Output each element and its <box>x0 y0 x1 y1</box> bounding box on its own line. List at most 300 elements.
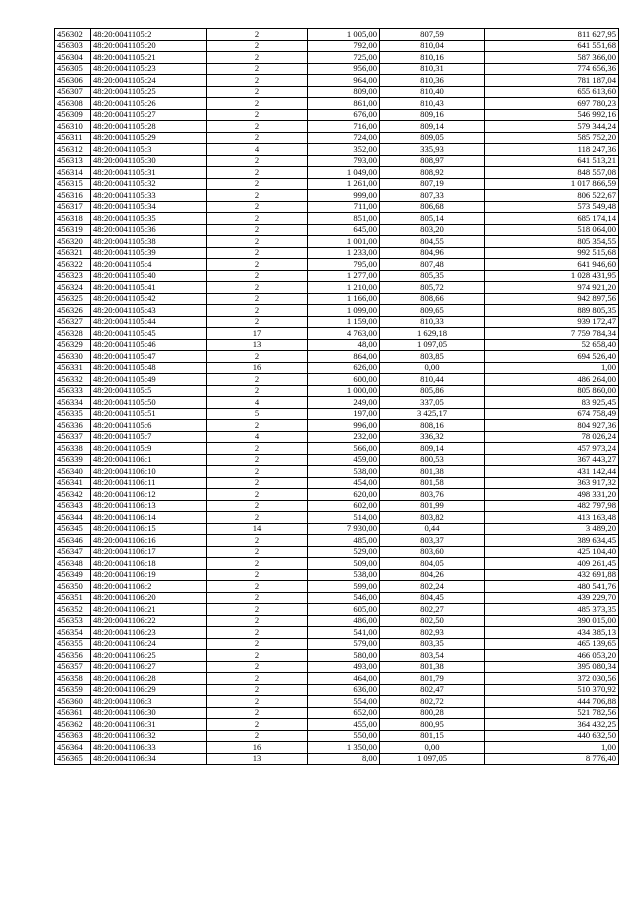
record-number-cell: 456315 <box>55 178 91 190</box>
unit-value-cell: 801,15 <box>380 730 485 742</box>
area-cell: 676,00 <box>308 109 380 121</box>
cadastral-number-cell: 48:20:0041106:32 <box>91 730 207 742</box>
area-cell: 493,00 <box>308 661 380 673</box>
category-code-cell: 2 <box>207 351 308 363</box>
category-code-cell: 2 <box>207 98 308 110</box>
table-row <box>55 144 619 156</box>
area-cell: 711,00 <box>308 201 380 213</box>
area-cell: 795,00 <box>308 259 380 271</box>
unit-value-cell: 803,60 <box>380 546 485 558</box>
cadastral-value-cell: 52 658,40 <box>485 339 619 351</box>
table-row <box>55 132 619 144</box>
record-number-cell: 456350 <box>55 581 91 593</box>
unit-value-cell: 809,65 <box>380 305 485 317</box>
category-code-cell: 2 <box>207 132 308 144</box>
area-cell: 459,00 <box>308 454 380 466</box>
area-cell: 1 000,00 <box>308 385 380 397</box>
cadastral-number-cell: 48:20:0041105:24 <box>91 75 207 87</box>
record-number-cell: 456313 <box>55 155 91 167</box>
unit-value-cell: 804,96 <box>380 247 485 259</box>
category-code-cell: 2 <box>207 558 308 570</box>
cadastral-value-cell: 655 613,60 <box>485 86 619 98</box>
table-row <box>55 224 619 236</box>
area-cell: 8,00 <box>308 753 380 765</box>
record-number-cell: 456331 <box>55 362 91 374</box>
category-code-cell: 13 <box>207 339 308 351</box>
table-row <box>55 201 619 213</box>
cadastral-value-cell: 587 366,00 <box>485 52 619 64</box>
area-cell: 1 233,00 <box>308 247 380 259</box>
table-row <box>55 512 619 524</box>
category-code-cell: 2 <box>207 29 308 41</box>
table-row <box>55 270 619 282</box>
cadastral-number-cell: 48:20:0041105:38 <box>91 236 207 248</box>
category-code-cell: 2 <box>207 638 308 650</box>
area-cell: 605,00 <box>308 604 380 616</box>
table-row <box>55 730 619 742</box>
record-number-cell: 456303 <box>55 40 91 52</box>
record-number-cell: 456326 <box>55 305 91 317</box>
record-number-cell: 456361 <box>55 707 91 719</box>
table-row <box>55 362 619 374</box>
record-number-cell: 456342 <box>55 489 91 501</box>
table-row <box>55 29 619 41</box>
area-cell: 48,00 <box>308 339 380 351</box>
cadastral-value-cell: 482 797,98 <box>485 500 619 512</box>
area-cell: 652,00 <box>308 707 380 719</box>
unit-value-cell: 0,00 <box>380 362 485 374</box>
cadastral-value-cell: 434 385,13 <box>485 627 619 639</box>
record-number-cell: 456330 <box>55 351 91 363</box>
area-cell: 580,00 <box>308 650 380 662</box>
cadastral-value-cell: 425 104,40 <box>485 546 619 558</box>
category-code-cell: 2 <box>207 270 308 282</box>
record-number-cell: 456349 <box>55 569 91 581</box>
cadastral-value-cell: 641 551,68 <box>485 40 619 52</box>
cadastral-value-cell: 7 759 784,34 <box>485 328 619 340</box>
unit-value-cell: 805,35 <box>380 270 485 282</box>
unit-value-cell: 804,05 <box>380 558 485 570</box>
category-code-cell: 2 <box>207 385 308 397</box>
cadastral-number-cell: 48:20:0041105:4 <box>91 259 207 271</box>
table-row <box>55 707 619 719</box>
cadastral-number-cell: 48:20:0041106:15 <box>91 523 207 535</box>
table-row <box>55 236 619 248</box>
record-number-cell: 456363 <box>55 730 91 742</box>
unit-value-cell: 808,92 <box>380 167 485 179</box>
category-code-cell: 2 <box>207 489 308 501</box>
table-row <box>55 52 619 64</box>
unit-value-cell: 0,44 <box>380 523 485 535</box>
cadastral-number-cell: 48:20:0041106:27 <box>91 661 207 673</box>
table-row <box>55 40 619 52</box>
record-number-cell: 456305 <box>55 63 91 75</box>
cadastral-number-cell: 48:20:0041105:44 <box>91 316 207 328</box>
cadastral-number-cell: 48:20:0041105:51 <box>91 408 207 420</box>
cadastral-number-cell: 48:20:0041106:33 <box>91 742 207 754</box>
category-code-cell: 13 <box>207 753 308 765</box>
record-number-cell: 456307 <box>55 86 91 98</box>
record-number-cell: 456324 <box>55 282 91 294</box>
unit-value-cell: 802,50 <box>380 615 485 627</box>
unit-value-cell: 810,40 <box>380 86 485 98</box>
cadastral-number-cell: 48:20:0041106:23 <box>91 627 207 639</box>
area-cell: 864,00 <box>308 351 380 363</box>
cadastral-value-cell: 466 053,20 <box>485 650 619 662</box>
table-row <box>55 351 619 363</box>
record-number-cell: 456336 <box>55 420 91 432</box>
unit-value-cell: 803,37 <box>380 535 485 547</box>
cadastral-value-cell: 486 264,00 <box>485 374 619 386</box>
category-code-cell: 2 <box>207 374 308 386</box>
cadastral-value-cell: 465 139,65 <box>485 638 619 650</box>
unit-value-cell: 810,16 <box>380 52 485 64</box>
cadastral-value-cell: 811 627,95 <box>485 29 619 41</box>
cadastral-number-cell: 48:20:0041105:40 <box>91 270 207 282</box>
cadastral-value-cell: 389 634,45 <box>485 535 619 547</box>
table-row <box>55 121 619 133</box>
table-row <box>55 109 619 121</box>
cadastral-number-cell: 48:20:0041105:41 <box>91 282 207 294</box>
cadastral-number-cell: 48:20:0041106:11 <box>91 477 207 489</box>
category-code-cell: 2 <box>207 40 308 52</box>
category-code-cell: 2 <box>207 581 308 593</box>
category-code-cell: 4 <box>207 144 308 156</box>
cadastral-value-table <box>54 28 619 765</box>
cadastral-value-cell: 480 541,76 <box>485 581 619 593</box>
category-code-cell: 2 <box>207 247 308 259</box>
category-code-cell: 2 <box>207 420 308 432</box>
cadastral-value-cell: 367 443,27 <box>485 454 619 466</box>
record-number-cell: 456329 <box>55 339 91 351</box>
unit-value-cell: 0,00 <box>380 742 485 754</box>
unit-value-cell: 808,66 <box>380 293 485 305</box>
record-number-cell: 456360 <box>55 696 91 708</box>
record-number-cell: 456310 <box>55 121 91 133</box>
table-row <box>55 63 619 75</box>
unit-value-cell: 800,95 <box>380 719 485 731</box>
table-row <box>55 155 619 167</box>
cadastral-value-cell: 579 344,24 <box>485 121 619 133</box>
cadastral-number-cell: 48:20:0041105:9 <box>91 443 207 455</box>
table-row <box>55 477 619 489</box>
record-number-cell: 456346 <box>55 535 91 547</box>
cadastral-value-cell: 641 513,21 <box>485 155 619 167</box>
table-row <box>55 615 619 627</box>
cadastral-value-cell: 694 526,40 <box>485 351 619 363</box>
table-row <box>55 753 619 765</box>
cadastral-number-cell: 48:20:0041105:21 <box>91 52 207 64</box>
cadastral-value-cell: 83 925,45 <box>485 397 619 409</box>
table-row <box>55 581 619 593</box>
area-cell: 1 159,00 <box>308 316 380 328</box>
table-row <box>55 420 619 432</box>
cadastral-number-cell: 48:20:0041105:27 <box>91 109 207 121</box>
record-number-cell: 456352 <box>55 604 91 616</box>
unit-value-cell: 803,54 <box>380 650 485 662</box>
category-code-cell: 2 <box>207 650 308 662</box>
category-code-cell: 2 <box>207 592 308 604</box>
cadastral-value-cell: 78 026,24 <box>485 431 619 443</box>
category-code-cell: 2 <box>207 707 308 719</box>
cadastral-number-cell: 48:20:0041106:12 <box>91 489 207 501</box>
category-code-cell: 2 <box>207 569 308 581</box>
table-row <box>55 213 619 225</box>
cadastral-value-cell: 498 331,20 <box>485 489 619 501</box>
area-cell: 1 210,00 <box>308 282 380 294</box>
area-cell: 486,00 <box>308 615 380 627</box>
unit-value-cell: 805,14 <box>380 213 485 225</box>
cadastral-value-cell: 363 917,32 <box>485 477 619 489</box>
cadastral-number-cell: 48:20:0041106:18 <box>91 558 207 570</box>
table-row <box>55 569 619 581</box>
area-cell: 645,00 <box>308 224 380 236</box>
record-number-cell: 456339 <box>55 454 91 466</box>
unit-value-cell: 802,93 <box>380 627 485 639</box>
area-cell: 1 049,00 <box>308 167 380 179</box>
unit-value-cell: 809,14 <box>380 443 485 455</box>
area-cell: 514,00 <box>308 512 380 524</box>
cadastral-number-cell: 48:20:0041105:43 <box>91 305 207 317</box>
area-cell: 999,00 <box>308 190 380 202</box>
area-cell: 455,00 <box>308 719 380 731</box>
category-code-cell: 2 <box>207 730 308 742</box>
record-number-cell: 456325 <box>55 293 91 305</box>
category-code-cell: 2 <box>207 719 308 731</box>
cadastral-number-cell: 48:20:0041105:31 <box>91 167 207 179</box>
cadastral-number-cell: 48:20:0041105:46 <box>91 339 207 351</box>
area-cell: 1 005,00 <box>308 29 380 41</box>
cadastral-number-cell: 48:20:0041105:42 <box>91 293 207 305</box>
cadastral-value-cell: 439 229,70 <box>485 592 619 604</box>
category-code-cell: 2 <box>207 178 308 190</box>
category-code-cell: 2 <box>207 615 308 627</box>
cadastral-number-cell: 48:20:0041105:48 <box>91 362 207 374</box>
table-row <box>55 167 619 179</box>
table-row <box>55 75 619 87</box>
unit-value-cell: 806,68 <box>380 201 485 213</box>
cadastral-number-cell: 48:20:0041106:2 <box>91 581 207 593</box>
category-code-cell: 2 <box>207 259 308 271</box>
cadastral-value-cell: 440 632,50 <box>485 730 619 742</box>
area-cell: 550,00 <box>308 730 380 742</box>
table-row <box>55 466 619 478</box>
area-cell: 620,00 <box>308 489 380 501</box>
unit-value-cell: 809,14 <box>380 121 485 133</box>
area-cell: 1 001,00 <box>308 236 380 248</box>
area-cell: 626,00 <box>308 362 380 374</box>
cadastral-value-cell: 805 860,00 <box>485 385 619 397</box>
area-cell: 538,00 <box>308 569 380 581</box>
area-cell: 546,00 <box>308 592 380 604</box>
table-row <box>55 190 619 202</box>
cadastral-value-cell: 942 897,56 <box>485 293 619 305</box>
area-cell: 809,00 <box>308 86 380 98</box>
unit-value-cell: 810,36 <box>380 75 485 87</box>
category-code-cell: 2 <box>207 305 308 317</box>
unit-value-cell: 809,05 <box>380 132 485 144</box>
table-row <box>55 535 619 547</box>
table-row <box>55 98 619 110</box>
record-number-cell: 456345 <box>55 523 91 535</box>
table-row <box>55 247 619 259</box>
cadastral-number-cell: 48:20:0041105:25 <box>91 86 207 98</box>
cadastral-number-cell: 48:20:0041106:30 <box>91 707 207 719</box>
record-number-cell: 456347 <box>55 546 91 558</box>
cadastral-number-cell: 48:20:0041105:20 <box>91 40 207 52</box>
table-body <box>55 29 619 765</box>
table-row <box>55 374 619 386</box>
cadastral-number-cell: 48:20:0041105:6 <box>91 420 207 432</box>
area-cell: 509,00 <box>308 558 380 570</box>
area-cell: 716,00 <box>308 121 380 133</box>
area-cell: 232,00 <box>308 431 380 443</box>
cadastral-number-cell: 48:20:0041106:28 <box>91 673 207 685</box>
cadastral-value-cell: 372 030,56 <box>485 673 619 685</box>
cadastral-value-cell: 641 946,60 <box>485 259 619 271</box>
unit-value-cell: 803,82 <box>380 512 485 524</box>
category-code-cell: 2 <box>207 75 308 87</box>
cadastral-value-cell: 432 691,88 <box>485 569 619 581</box>
table-row <box>55 259 619 271</box>
record-number-cell: 456365 <box>55 753 91 765</box>
area-cell: 861,00 <box>308 98 380 110</box>
cadastral-number-cell: 48:20:0041106:19 <box>91 569 207 581</box>
table-row <box>55 696 619 708</box>
unit-value-cell: 801,38 <box>380 661 485 673</box>
record-number-cell: 456356 <box>55 650 91 662</box>
table-row <box>55 523 619 535</box>
area-cell: 1 277,00 <box>308 270 380 282</box>
cadastral-value-cell: 485 373,35 <box>485 604 619 616</box>
unit-value-cell: 808,97 <box>380 155 485 167</box>
category-code-cell: 2 <box>207 213 308 225</box>
unit-value-cell: 810,31 <box>380 63 485 75</box>
unit-value-cell: 802,72 <box>380 696 485 708</box>
unit-value-cell: 337,05 <box>380 397 485 409</box>
cadastral-value-cell: 804 927,36 <box>485 420 619 432</box>
cadastral-number-cell: 48:20:0041106:20 <box>91 592 207 604</box>
cadastral-number-cell: 48:20:0041105:28 <box>91 121 207 133</box>
record-number-cell: 456359 <box>55 684 91 696</box>
record-number-cell: 456337 <box>55 431 91 443</box>
cadastral-value-cell: 781 187,04 <box>485 75 619 87</box>
category-code-cell: 2 <box>207 63 308 75</box>
cadastral-value-cell: 573 549,48 <box>485 201 619 213</box>
cadastral-value-cell: 697 780,23 <box>485 98 619 110</box>
table-row <box>55 742 619 754</box>
table-row <box>55 385 619 397</box>
category-code-cell: 14 <box>207 523 308 535</box>
area-cell: 197,00 <box>308 408 380 420</box>
unit-value-cell: 804,45 <box>380 592 485 604</box>
cadastral-value-cell: 118 247,36 <box>485 144 619 156</box>
cadastral-value-cell: 510 370,92 <box>485 684 619 696</box>
unit-value-cell: 808,16 <box>380 420 485 432</box>
record-number-cell: 456308 <box>55 98 91 110</box>
area-cell: 956,00 <box>308 63 380 75</box>
category-code-cell: 2 <box>207 201 308 213</box>
area-cell: 579,00 <box>308 638 380 650</box>
unit-value-cell: 802,24 <box>380 581 485 593</box>
cadastral-value-cell: 774 656,36 <box>485 63 619 75</box>
record-number-cell: 456332 <box>55 374 91 386</box>
cadastral-value-cell: 444 706,88 <box>485 696 619 708</box>
cadastral-number-cell: 48:20:0041105:23 <box>91 63 207 75</box>
record-number-cell: 456302 <box>55 29 91 41</box>
table-row <box>55 339 619 351</box>
cadastral-number-cell: 48:20:0041106:21 <box>91 604 207 616</box>
cadastral-value-cell: 585 752,20 <box>485 132 619 144</box>
category-code-cell: 2 <box>207 121 308 133</box>
unit-value-cell: 801,58 <box>380 477 485 489</box>
record-number-cell: 456309 <box>55 109 91 121</box>
category-code-cell: 2 <box>207 316 308 328</box>
table-row <box>55 178 619 190</box>
record-number-cell: 456338 <box>55 443 91 455</box>
cadastral-value-cell: 974 921,20 <box>485 282 619 294</box>
record-number-cell: 456318 <box>55 213 91 225</box>
cadastral-value-cell: 1 028 431,95 <box>485 270 619 282</box>
category-code-cell: 2 <box>207 500 308 512</box>
unit-value-cell: 807,33 <box>380 190 485 202</box>
category-code-cell: 2 <box>207 293 308 305</box>
table-row <box>55 454 619 466</box>
record-number-cell: 456317 <box>55 201 91 213</box>
record-number-cell: 456364 <box>55 742 91 754</box>
category-code-cell: 2 <box>207 282 308 294</box>
category-code-cell: 2 <box>207 466 308 478</box>
category-code-cell: 2 <box>207 155 308 167</box>
table-row <box>55 293 619 305</box>
cadastral-number-cell: 48:20:0041105:5 <box>91 385 207 397</box>
unit-value-cell: 810,44 <box>380 374 485 386</box>
cadastral-value-cell: 939 172,47 <box>485 316 619 328</box>
cadastral-value-cell: 806 522,67 <box>485 190 619 202</box>
unit-value-cell: 800,28 <box>380 707 485 719</box>
unit-value-cell: 804,26 <box>380 569 485 581</box>
unit-value-cell: 804,55 <box>380 236 485 248</box>
unit-value-cell: 800,53 <box>380 454 485 466</box>
area-cell: 602,00 <box>308 500 380 512</box>
table-row <box>55 592 619 604</box>
cadastral-value-cell: 674 758,49 <box>485 408 619 420</box>
cadastral-value-cell: 8 776,40 <box>485 753 619 765</box>
category-code-cell: 16 <box>207 362 308 374</box>
category-code-cell: 5 <box>207 408 308 420</box>
cadastral-number-cell: 48:20:0041105:39 <box>91 247 207 259</box>
area-cell: 529,00 <box>308 546 380 558</box>
cadastral-value-cell: 457 973,24 <box>485 443 619 455</box>
cadastral-number-cell: 48:20:0041106:25 <box>91 650 207 662</box>
category-code-cell: 2 <box>207 224 308 236</box>
cadastral-number-cell: 48:20:0041106:34 <box>91 753 207 765</box>
table-row <box>55 489 619 501</box>
area-cell: 454,00 <box>308 477 380 489</box>
unit-value-cell: 336,32 <box>380 431 485 443</box>
cadastral-number-cell: 48:20:0041106:24 <box>91 638 207 650</box>
table-row <box>55 546 619 558</box>
category-code-cell: 2 <box>207 86 308 98</box>
category-code-cell: 2 <box>207 627 308 639</box>
record-number-cell: 456354 <box>55 627 91 639</box>
record-number-cell: 456322 <box>55 259 91 271</box>
area-cell: 4 763,00 <box>308 328 380 340</box>
area-cell: 7 930,00 <box>308 523 380 535</box>
category-code-cell: 2 <box>207 109 308 121</box>
record-number-cell: 456320 <box>55 236 91 248</box>
area-cell: 1 261,00 <box>308 178 380 190</box>
